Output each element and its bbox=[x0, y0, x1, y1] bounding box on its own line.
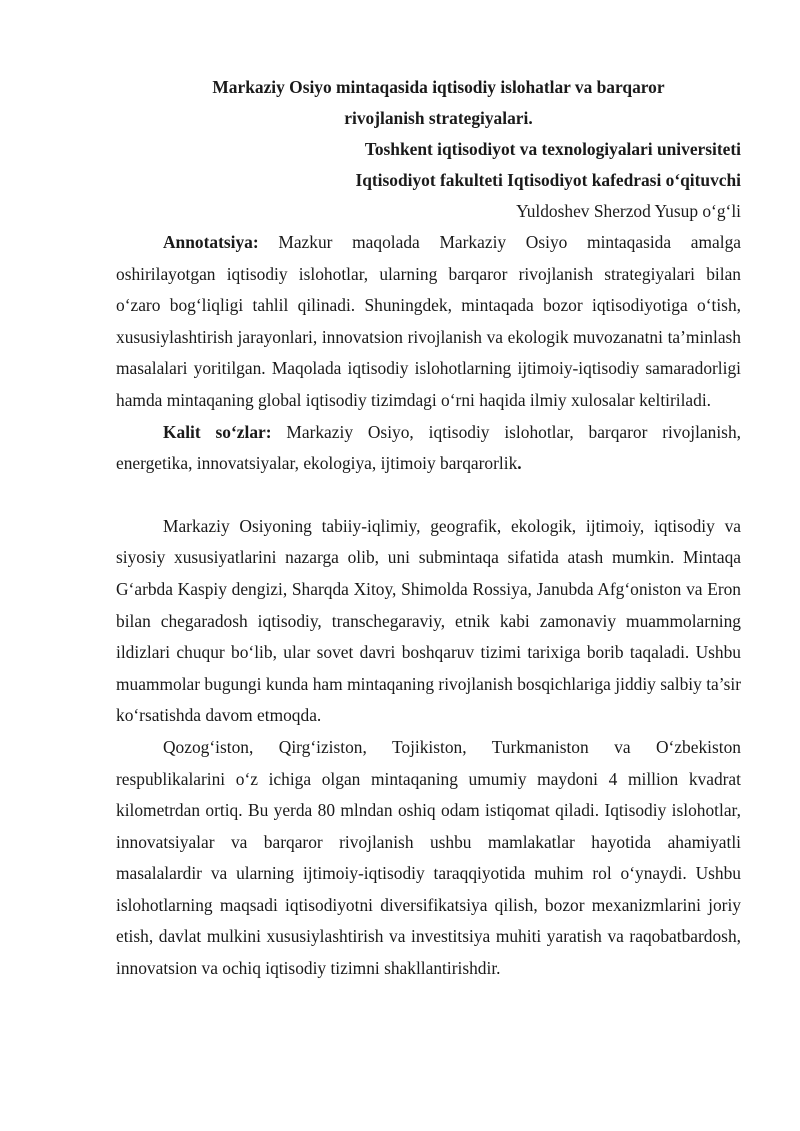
body-paragraph: Markaziy Osiyoning tabiiy-iqlimiy, geografik, ekologik, ijtimoiy, iqtisodiy va siyosiy xususiyatlarini nazarga olib, uni submintaqa sifatida atash mumkin. Mintaqa G‘arbda Kaspiy dengizi, Sharqda Xitoy, Shimolda Rossiya, Janubda Afg‘oniston va Eron bilan chegaradosh iqtisodiy, transchegaraviy, etnik kabi zamonaviy muammolarning ildizlari chuqur bo‘lib, ular sovet davri boshqaruv tizimi tarixiga borib taqaladi. Ushbu muammolar bugungi kunda ham mintaqaning rivojlanish bosqichlariga jiddiy salbiy ta’sir ko‘rsatishda davom etmoqda. bbox=[116, 515, 741, 726]
affiliation-department: Iqtisodiyot fakulteti Iqtisodiyot kafedrasi o‘qituvchi bbox=[355, 170, 741, 190]
keywords-label: Kalit so‘zlar: bbox=[163, 421, 272, 442]
body-paragraph: Qozog‘iston, Qirg‘iziston, Tojikiston, Turkmaniston va O‘zbekiston respublikalarini o‘z ichiga olgan mintaqaning umumiy maydoni 4 million kvadrat kilometrdan ortiq. Bu yerda 80 mlndan oshiq odam istiqomat qiladi. Iqtisodiy islohotlar, innovatsiyalar va barqaror rivojlanish ushbu mamlakatlar hayotida ahamiyatli masalalardir va ularning ijtimoiy-iqtisodiy taraqqiyotida muhim rol o‘ynaydi. Ushbu islohotlarning maqsadi iqtisodiyotni diversifikatsiya qilish, bozor mexanizmlarini joriy etish, davlat mulkini xususiylashtirish va investitsiya muhiti yaratish va raqobatbardosh, innovatsion va ochiq iqtisodiy tizimni shakllantirishdir. bbox=[116, 736, 741, 979]
keywords-text: Markaziy Osiyo, iqtisodiy islohotlar, barqaror rivojlanish, energetika, innovatsiyalar, ekologiya, ijtimoiy barqarorlik bbox=[116, 421, 741, 474]
annotation-label: Annotatsiya: bbox=[163, 232, 259, 252]
annotation-paragraph bbox=[116, 227, 741, 417]
document-page bbox=[116, 72, 741, 985]
keywords-paragraph bbox=[116, 417, 741, 480]
paragraph-spacer bbox=[116, 480, 741, 511]
article-title: Markaziy Osiyo mintaqasida iqtisodiy islohatlar va barqaror rivojlanish strategiyalari. bbox=[212, 77, 665, 128]
annotation-text: Mazkur maqolada Markaziy Osiyo mintaqasida amalga oshirilayotgan iqtisodiy islohotlar, ularning barqaror rivojlanish strategiyalari bilan o‘zaro bog‘liqligi tahlil qilinadi. Shuningdek, mintaqada bozor iqtisodiyotiga o‘tish, xususiylashtirish jarayonlari, innovatsion rivojlanish va ekologik muvozanatni ta’minlash masalalari yoritilgan. Maqolada iqtisodiy islohotlarning ijtimoiy-iqtisodiy samaradorligi hamda mintaqaning global iqtisodiy tizimdagi o‘rni haqida ilmiy xulosalar keltiriladi. bbox=[116, 232, 741, 410]
affiliation-university: Toshkent iqtisodiyot va texnologiyalari universiteti bbox=[364, 139, 741, 159]
keywords-end: . bbox=[517, 453, 522, 474]
author-name: Yuldoshev Sherzod Yusup o‘g‘li bbox=[516, 201, 741, 221]
